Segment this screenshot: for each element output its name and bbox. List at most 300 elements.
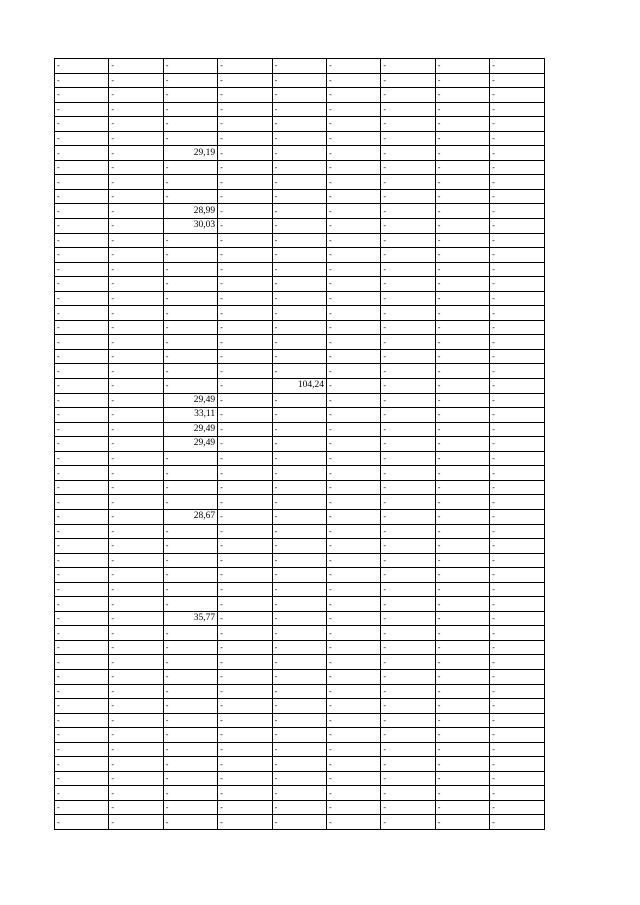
table-row [55,655,545,670]
table-cell: - [381,117,435,132]
table-cell: - [490,59,544,74]
table-cell: - [272,335,326,350]
table-cell: - [272,539,326,554]
table-cell: - [272,800,326,815]
table-cell: - [272,393,326,408]
table-cell: - [163,771,217,786]
table-cell: - [218,204,272,219]
table-cell: - [490,364,544,379]
table-cell: - [218,539,272,554]
table-cell: - [326,73,380,88]
table-cell: - [435,349,489,364]
table-cell: - [326,160,380,175]
table-row [55,509,545,524]
table-cell: - [218,233,272,248]
table-cell: - [109,248,163,263]
table-cell: - [218,364,272,379]
table-cell: - [218,524,272,539]
table-cell: - [272,422,326,437]
table-cell: - [435,233,489,248]
table-row [55,349,545,364]
table-cell: - [163,131,217,146]
table-cell: - [490,349,544,364]
table-cell: 33,11 [163,408,217,423]
table-cell: - [381,437,435,452]
table-cell: - [326,655,380,670]
table-row [55,291,545,306]
table-cell: - [218,699,272,714]
table-cell: - [381,175,435,190]
table-cell: - [272,248,326,263]
table-cell: - [109,451,163,466]
table-cell: - [272,160,326,175]
table-cell: - [218,160,272,175]
table-cell: - [326,306,380,321]
table-cell: - [381,277,435,292]
table-cell: - [435,524,489,539]
table-cell: - [55,597,109,612]
data-table-body [55,59,545,830]
table-row [55,611,545,626]
table-cell: - [435,146,489,161]
table-cell: - [55,451,109,466]
table-cell: - [218,684,272,699]
table-cell: - [163,684,217,699]
table-cell: - [381,568,435,583]
table-row [55,437,545,452]
table-cell: - [490,291,544,306]
table-cell: - [272,757,326,772]
table-cell: - [435,655,489,670]
table-row [55,204,545,219]
table-cell: - [109,73,163,88]
table-cell: 29,49 [163,393,217,408]
table-cell: - [381,626,435,641]
table-row [55,102,545,117]
table-row [55,59,545,74]
table-cell: - [381,699,435,714]
table-cell: - [326,815,380,830]
table-cell: - [490,611,544,626]
table-cell: - [218,349,272,364]
table-cell: - [55,582,109,597]
table-cell: - [109,786,163,801]
table-cell: - [326,640,380,655]
table-cell: - [381,742,435,757]
table-cell: - [109,524,163,539]
table-cell: - [381,757,435,772]
table-cell: - [326,408,380,423]
table-cell: - [163,59,217,74]
table-cell: - [272,509,326,524]
table-row [55,495,545,510]
table-cell: - [381,669,435,684]
table-cell: - [163,480,217,495]
table-cell: - [435,786,489,801]
table-cell: - [109,466,163,481]
table-row [55,117,545,132]
table-cell: - [326,393,380,408]
table-cell: - [163,524,217,539]
table-cell: - [435,509,489,524]
table-cell: - [490,655,544,670]
table-cell: - [435,117,489,132]
table-cell: - [435,699,489,714]
table-cell: - [326,713,380,728]
table-cell: - [55,539,109,554]
table-row [55,146,545,161]
table-row [55,364,545,379]
table-cell: - [490,248,544,263]
table-cell: - [326,277,380,292]
table-cell: - [163,306,217,321]
table-cell: - [218,422,272,437]
table-cell: - [218,786,272,801]
table-row [55,757,545,772]
table-row [55,626,545,641]
table-cell: - [109,277,163,292]
table-row [55,771,545,786]
table-cell: - [326,320,380,335]
table-cell: - [218,713,272,728]
table-cell: - [381,146,435,161]
table-cell: - [381,408,435,423]
table-cell: - [381,553,435,568]
table-cell: - [490,757,544,772]
table-cell: - [435,684,489,699]
table-cell: - [272,815,326,830]
table-cell: - [435,771,489,786]
table-row [55,524,545,539]
table-cell: - [490,335,544,350]
table-row [55,393,545,408]
table-cell: - [109,131,163,146]
table-cell: - [109,117,163,132]
table-cell: - [435,175,489,190]
table-cell: - [55,175,109,190]
table-cell: - [326,219,380,234]
table-cell: - [109,582,163,597]
table-cell: - [55,117,109,132]
table-cell: - [55,248,109,263]
table-cell: - [272,640,326,655]
table-cell: - [218,146,272,161]
table-cell: - [381,262,435,277]
table-cell: - [435,495,489,510]
table-cell: - [272,349,326,364]
table-cell: - [109,757,163,772]
table-cell: - [381,582,435,597]
table-row [55,786,545,801]
table-cell: - [272,582,326,597]
table-cell: - [272,73,326,88]
table-cell: - [109,393,163,408]
table-cell: - [109,320,163,335]
table-cell: - [435,320,489,335]
table-row [55,320,545,335]
table-cell: - [435,306,489,321]
table-cell: - [272,699,326,714]
table-cell: - [435,480,489,495]
table-cell: - [109,553,163,568]
table-cell: - [490,422,544,437]
table-cell: - [381,349,435,364]
table-cell: - [490,553,544,568]
table-cell: - [381,102,435,117]
table-cell: - [435,815,489,830]
table-cell: - [218,291,272,306]
table-cell: - [381,539,435,554]
table-cell: - [381,495,435,510]
table-cell: - [55,408,109,423]
table-cell: - [381,88,435,103]
table-cell: - [218,306,272,321]
table-cell: - [381,73,435,88]
table-cell: - [490,146,544,161]
table-cell: - [109,669,163,684]
table-cell: - [109,699,163,714]
table-cell: - [218,117,272,132]
table-cell: - [272,262,326,277]
table-cell: - [218,379,272,394]
table-cell: - [381,335,435,350]
table-row [55,713,545,728]
table-row [55,219,545,234]
table-cell: - [435,582,489,597]
table-cell: - [326,291,380,306]
table-cell: - [163,117,217,132]
table-cell: - [109,422,163,437]
table-cell: - [381,466,435,481]
table-cell: - [435,379,489,394]
table-cell: - [326,626,380,641]
table-cell: - [163,713,217,728]
table-cell: - [272,669,326,684]
table-cell: - [435,611,489,626]
table-cell: 28,67 [163,509,217,524]
table-cell: - [109,815,163,830]
table-cell: - [435,713,489,728]
table-cell: - [435,277,489,292]
table-row [55,553,545,568]
table-cell: - [490,728,544,743]
table-cell: - [490,539,544,554]
table-cell: - [326,669,380,684]
table-cell: - [490,102,544,117]
table-row [55,233,545,248]
table-cell: - [218,597,272,612]
table-cell: - [435,393,489,408]
table-cell: - [163,335,217,350]
table-cell: - [272,291,326,306]
table-cell: - [55,204,109,219]
table-cell: - [163,262,217,277]
table-cell: - [326,684,380,699]
table-cell: - [109,771,163,786]
table-cell: - [326,335,380,350]
table-cell: - [109,160,163,175]
table-cell: - [218,262,272,277]
table-cell: - [326,800,380,815]
table-row [55,88,545,103]
table-cell: - [490,495,544,510]
table-row [55,248,545,263]
table-cell: - [272,204,326,219]
table-row [55,408,545,423]
table-cell: - [381,422,435,437]
table-cell: - [109,437,163,452]
table-cell: - [490,219,544,234]
table-cell: - [490,480,544,495]
table-cell: - [109,379,163,394]
table-cell: - [435,73,489,88]
table-cell: - [490,786,544,801]
table-cell: - [109,684,163,699]
table-cell: - [109,800,163,815]
table-cell: - [435,597,489,612]
table-row [55,73,545,88]
table-cell: - [163,539,217,554]
table-cell: - [326,146,380,161]
table-cell: - [163,655,217,670]
table-row [55,466,545,481]
table-cell: - [272,408,326,423]
table-cell: - [490,189,544,204]
table-cell: - [109,568,163,583]
table-cell: - [163,699,217,714]
table-cell: - [272,131,326,146]
table-cell: - [490,393,544,408]
table-row [55,699,545,714]
table-cell: - [381,728,435,743]
table-cell: - [381,320,435,335]
table-row [55,582,545,597]
table-cell: - [218,669,272,684]
table-cell: - [55,800,109,815]
table-row [55,669,545,684]
table-cell: - [55,364,109,379]
table-cell: - [55,713,109,728]
table-cell: - [55,771,109,786]
table-cell: - [381,524,435,539]
table-cell: - [326,451,380,466]
table-row [55,480,545,495]
table-cell: - [163,553,217,568]
table-cell: 29,49 [163,437,217,452]
table-cell: - [163,582,217,597]
table-cell: - [163,800,217,815]
table-cell: - [381,611,435,626]
table-cell: - [381,59,435,74]
table-cell: - [490,451,544,466]
table-cell: - [163,175,217,190]
table-cell: - [435,539,489,554]
table-cell: - [490,815,544,830]
table-cell: - [272,742,326,757]
table-cell: - [163,597,217,612]
table-cell: - [381,655,435,670]
table-cell: - [381,640,435,655]
table-cell: - [55,393,109,408]
table-cell: - [218,757,272,772]
table-cell: - [435,422,489,437]
table-cell: - [326,597,380,612]
table-cell: - [326,699,380,714]
table-cell: - [163,568,217,583]
table-cell: - [163,349,217,364]
table-cell: - [326,771,380,786]
table-cell: - [55,742,109,757]
table-cell: - [272,771,326,786]
table-cell: - [109,742,163,757]
table-cell: - [326,349,380,364]
table-cell: - [55,699,109,714]
table-cell: - [109,335,163,350]
table-cell: 29,49 [163,422,217,437]
table-row [55,568,545,583]
table-cell: - [490,771,544,786]
table-cell: - [55,102,109,117]
table-cell: - [163,277,217,292]
table-cell: - [55,320,109,335]
table-cell: - [55,59,109,74]
table-cell: - [272,364,326,379]
table-cell: - [381,291,435,306]
table-row [55,277,545,292]
table-cell: - [272,88,326,103]
table-cell: - [218,393,272,408]
table-cell: - [55,480,109,495]
table-cell: - [218,277,272,292]
table-cell: - [490,640,544,655]
table-cell: - [272,437,326,452]
table-cell: - [55,88,109,103]
table-cell: - [490,568,544,583]
table-cell: - [435,669,489,684]
table-cell: - [272,306,326,321]
table-cell: - [218,451,272,466]
table-cell: - [218,742,272,757]
table-cell: - [272,466,326,481]
table-cell: - [55,73,109,88]
table-cell: - [326,786,380,801]
table-cell: - [109,102,163,117]
table-cell: - [435,568,489,583]
table-cell: - [218,320,272,335]
table-cell: - [381,306,435,321]
table-cell: - [326,611,380,626]
table-row [55,175,545,190]
table-cell: - [435,335,489,350]
table-cell: - [272,524,326,539]
table-cell: - [109,495,163,510]
table-cell: - [381,204,435,219]
table-cell: - [490,160,544,175]
table-cell: - [272,611,326,626]
table-cell: - [218,189,272,204]
table-cell: - [109,175,163,190]
table-cell: - [272,553,326,568]
table-cell: - [381,248,435,263]
table-cell: - [435,364,489,379]
table-row [55,335,545,350]
table-cell: - [326,175,380,190]
table-cell: - [55,815,109,830]
table-cell: - [218,437,272,452]
table-cell: - [490,408,544,423]
table-cell: - [326,480,380,495]
table-cell: - [163,742,217,757]
